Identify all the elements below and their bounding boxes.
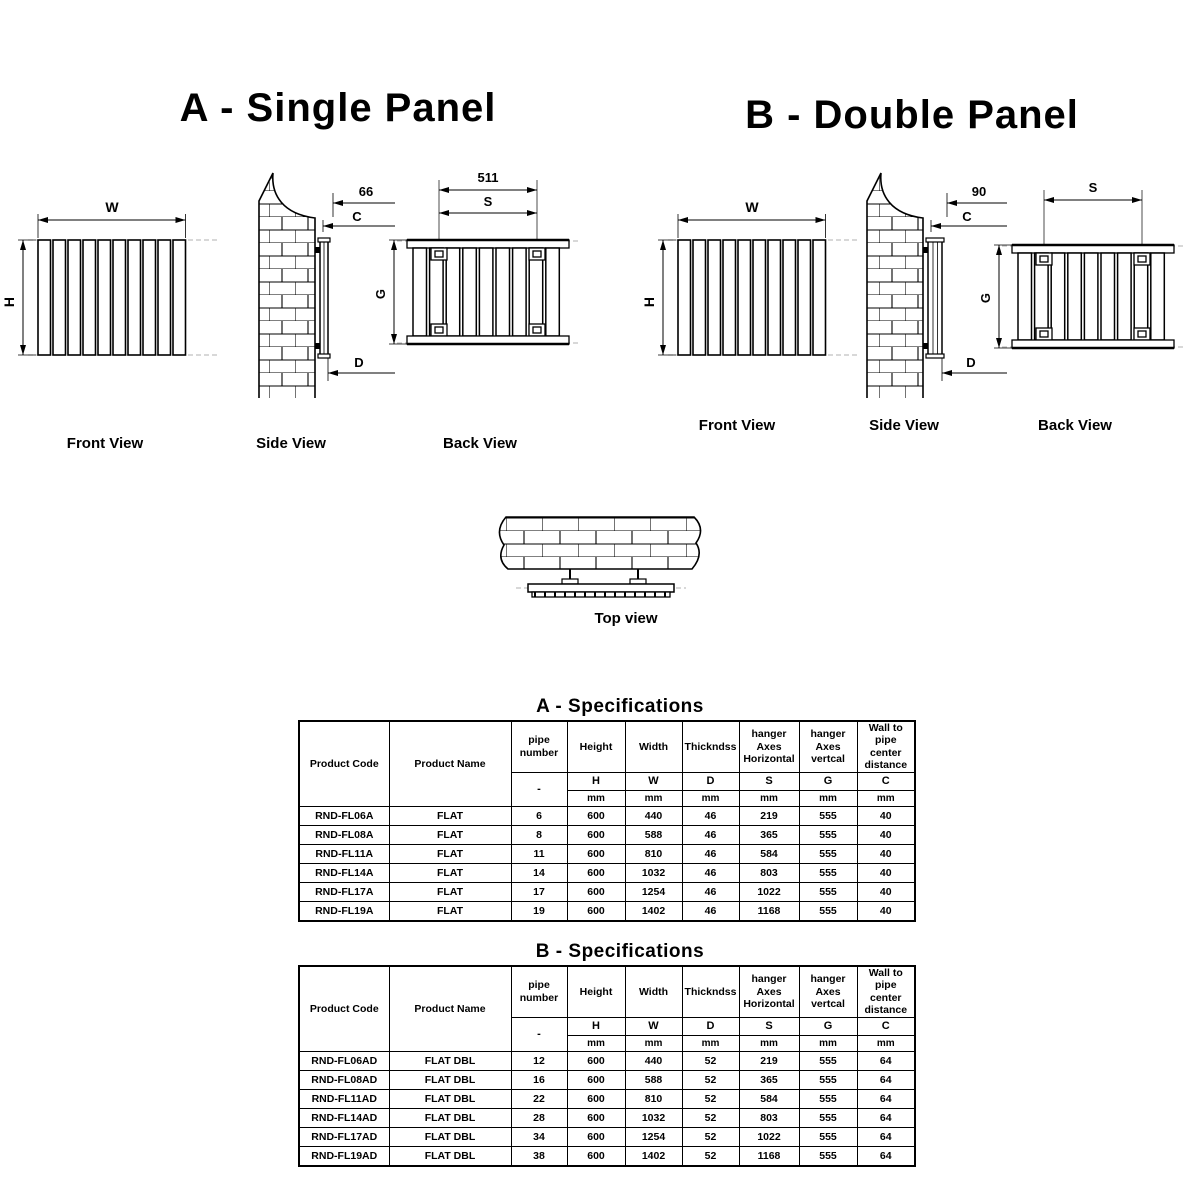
spec-cell: 1168 [739,901,799,921]
spec-cell: RND-FL14AD [299,1108,389,1127]
spec-row [299,1089,915,1108]
col-pipe-number: pipe number [511,966,567,1017]
spec-cell: 555 [799,1127,857,1146]
c-dimension-label: C [962,209,972,224]
spec-row [299,844,915,863]
spec-cell: FLAT DBL [389,1089,511,1108]
spec-cell: 600 [567,1051,625,1070]
spec-cell: 46 [682,882,739,901]
single-panel-title: A - Single Panel [179,86,497,130]
spec-cell: 16 [511,1070,567,1089]
spec-cell: 8 [511,825,567,844]
spec-cell: FLAT [389,806,511,825]
col-wall-distance: Wall to pipe center distance [857,966,915,1017]
unit-cell: mm [799,790,857,806]
symbol-cell: C [857,1017,915,1035]
spec-cell: 34 [511,1127,567,1146]
spec-cell: 600 [567,1146,625,1166]
spec-cell: 46 [682,825,739,844]
symbol-cell: - [511,1017,567,1051]
h-dimension-label: H [641,296,657,308]
symbol-cell: G [799,1017,857,1035]
c-dimension-label: C [352,209,362,224]
spec-cell: 28 [511,1108,567,1127]
spec-cell: RND-FL06AD [299,1051,389,1070]
spec-cell: FLAT [389,882,511,901]
unit-cell: mm [682,790,739,806]
col-hanger-horizontal: hanger Axes Horizontal [739,721,799,772]
col-thickness: Thickndss [682,721,739,772]
symbol-cell: H [567,772,625,790]
spec-cell: 40 [857,882,915,901]
col-hanger-horizontal: hanger Axes Horizontal [739,966,799,1017]
w-dimension-label: W [745,199,759,215]
symbol-cell: W [625,772,682,790]
s-dimension-label: S [1088,180,1098,195]
spec-cell: 555 [799,1108,857,1127]
unit-cell: mm [625,1035,682,1051]
spec-cell: 365 [739,825,799,844]
g-dimension-label: G [978,292,993,304]
symbol-cell: D [682,1017,739,1035]
spec-cell: 64 [857,1146,915,1166]
spec-cell: RND-FL19AD [299,1146,389,1166]
spec-cell: 64 [857,1108,915,1127]
col-pipe-number: pipe number [511,721,567,772]
spec-cell: 52 [682,1051,739,1070]
spec-cell: 46 [682,806,739,825]
spec-row [299,1127,915,1146]
single-panel-front-view-diagram [1,190,238,390]
col-hanger-vertical: hanger Axes vertcal [799,721,857,772]
spec-cell: 17 [511,882,567,901]
spec-cell: RND-FL17A [299,882,389,901]
col-product-name: Product Name [389,721,511,806]
wall-section [867,173,923,398]
col-width: Width [625,721,682,772]
d-dimension-label: D [354,355,364,370]
spec-cell: 600 [567,1127,625,1146]
spec-cell: 40 [857,844,915,863]
spec-cell: 555 [799,844,857,863]
spec-cell: 555 [799,806,857,825]
radiator-slats [413,248,559,336]
spec-cell: 1022 [739,1127,799,1146]
double-panel-front-view-diagram [641,190,878,390]
radiator-slats [38,240,186,355]
symbol-cell: - [511,772,567,806]
spec-cell: 1402 [625,1146,682,1166]
col-hanger-vertical: hanger Axes vertcal [799,966,857,1017]
spec-cell: 64 [857,1051,915,1070]
symbol-cell: W [625,1017,682,1035]
panel-plan [516,584,686,597]
spec-a-title: A - Specifications [536,696,704,717]
double-front-view-label: Front View [698,417,776,434]
spec-cell: 555 [799,863,857,882]
spec-cell: 600 [567,882,625,901]
spec-cell: 64 [857,1127,915,1146]
col-width: Width [625,966,682,1017]
spec-cell: 600 [567,806,625,825]
wall-offset-dimension-label: 90 [971,184,987,199]
spec-cell: 810 [625,844,682,863]
spec-cell: 52 [682,1089,739,1108]
spec-cell: RND-FL14A [299,863,389,882]
spec-cell: 600 [567,825,625,844]
w-dimension-label: W [105,199,119,215]
spec-cell: 19 [511,901,567,921]
unit-cell: mm [567,1035,625,1051]
symbol-cell: S [739,772,799,790]
spec-cell: 40 [857,806,915,825]
spec-cell: 52 [682,1127,739,1146]
single-panel-back-view-diagram [373,168,593,373]
col-product-code: Product Code [299,966,389,1051]
spec-cell: 803 [739,1108,799,1127]
spec-cell: 219 [739,1051,799,1070]
single-panel-side-view-diagram [243,165,403,400]
spec-cell: 46 [682,901,739,921]
symbol-cell: H [567,1017,625,1035]
spec-cell: 600 [567,1089,625,1108]
spec-table-b [298,965,916,1167]
spec-cell: 555 [799,1070,857,1089]
spec-cell: 1032 [625,1108,682,1127]
spec-cell: 11 [511,844,567,863]
unit-cell: mm [739,790,799,806]
panel-profile [923,238,944,358]
unit-cell: mm [857,1035,915,1051]
spec-cell: FLAT DBL [389,1146,511,1166]
spec-cell: 440 [625,806,682,825]
spec-cell: FLAT [389,825,511,844]
spec-cell: FLAT [389,863,511,882]
double-panel-title: B - Double Panel [745,93,1079,137]
spec-cell: 38 [511,1146,567,1166]
spec-row [299,1108,915,1127]
spec-row [299,882,915,901]
spec-cell: RND-FL17AD [299,1127,389,1146]
spec-cell: RND-FL08AD [299,1070,389,1089]
spec-cell: 64 [857,1089,915,1108]
spec-row [299,1070,915,1089]
spec-row [299,806,915,825]
spec-cell: 1402 [625,901,682,921]
spec-cell: RND-FL11A [299,844,389,863]
single-front-view-label: Front View [66,435,144,452]
spec-cell: 600 [567,863,625,882]
col-wall-distance: Wall to pipe center distance [857,721,915,772]
col-product-name: Product Name [389,966,511,1051]
h-dimension-label: H [1,296,17,308]
spec-row [299,901,915,921]
spec-cell: 40 [857,825,915,844]
spec-cell: 588 [625,825,682,844]
unit-cell: mm [739,1035,799,1051]
top-view-diagram [470,505,730,615]
spec-cell: 1168 [739,1146,799,1166]
spec-cell: 555 [799,825,857,844]
spec-cell: FLAT [389,901,511,921]
spec-cell: 64 [857,1070,915,1089]
spec-cell: 600 [567,1108,625,1127]
unit-cell: mm [857,790,915,806]
symbol-cell: D [682,772,739,790]
spec-cell: 52 [682,1070,739,1089]
double-side-view-label: Side View [869,417,939,434]
spec-row [299,1146,915,1166]
spec-cell: 440 [625,1051,682,1070]
spec-row [299,1051,915,1070]
spec-cell: 22 [511,1089,567,1108]
spec-b-title: B - Specifications [535,941,705,962]
spec-cell: 52 [682,1108,739,1127]
spec-row [299,863,915,882]
spec-cell: 600 [567,901,625,921]
spec-cell: FLAT DBL [389,1108,511,1127]
d-dimension-label: D [966,355,976,370]
col-height: Height [567,721,625,772]
wall-section [259,173,315,398]
col-height: Height [567,966,625,1017]
spec-cell: 219 [739,806,799,825]
spec-table-a [298,720,916,922]
spec-cell: 584 [739,1089,799,1108]
spec-cell: 600 [567,844,625,863]
spec-cell: RND-FL06A [299,806,389,825]
spec-cell: 40 [857,863,915,882]
spec-cell: 46 [682,863,739,882]
spec-cell: 584 [739,844,799,863]
symbol-cell: C [857,772,915,790]
spec-cell: 555 [799,1089,857,1108]
spec-cell: 555 [799,882,857,901]
single-side-view-label: Side View [256,435,326,452]
col-thickness: Thickndss [682,966,739,1017]
spec-cell: 12 [511,1051,567,1070]
spec-cell: 6 [511,806,567,825]
spec-cell: 46 [682,844,739,863]
spec-cell: 1032 [625,863,682,882]
wall-offset-dimension-label: 66 [358,184,374,199]
radiator-slats [1018,253,1164,340]
wall-section [499,517,700,569]
spec-cell: FLAT DBL [389,1127,511,1146]
g-dimension-label: G [373,288,388,300]
mounting-brackets [562,569,646,584]
spec-cell: RND-FL11AD [299,1089,389,1108]
spec-cell: 555 [799,901,857,921]
symbol-cell: S [739,1017,799,1035]
symbol-cell: G [799,772,857,790]
double-back-view-label: Back View [1038,417,1112,434]
spec-cell: 1254 [625,882,682,901]
spec-cell: 52 [682,1146,739,1166]
spec-cell: 588 [625,1070,682,1089]
single-back-view-label: Back View [443,435,517,452]
spec-cell: 1254 [625,1127,682,1146]
unit-cell: mm [799,1035,857,1051]
spec-cell: 14 [511,863,567,882]
spec-cell: 803 [739,863,799,882]
spec-cell: FLAT [389,844,511,863]
spec-cell: 555 [799,1051,857,1070]
top-view-label: Top view [594,610,658,627]
spec-cell: 365 [739,1070,799,1089]
radiator-slats [678,240,826,355]
panel-profile [315,238,330,358]
unit-cell: mm [625,790,682,806]
spec-cell: 1022 [739,882,799,901]
spec-cell: 40 [857,901,915,921]
col-product-code: Product Code [299,721,389,806]
spec-cell: FLAT DBL [389,1051,511,1070]
unit-cell: mm [567,790,625,806]
s-dimension-label: S [483,194,493,209]
hanger-span-dimension-label: 511 [477,170,499,185]
spec-cell: RND-FL19A [299,901,389,921]
spec-row [299,825,915,844]
spec-cell: 555 [799,1146,857,1166]
spec-cell: 810 [625,1089,682,1108]
unit-cell: mm [682,1035,739,1051]
spec-cell: 600 [567,1070,625,1089]
spec-cell: RND-FL08A [299,825,389,844]
spec-cell: FLAT DBL [389,1070,511,1089]
